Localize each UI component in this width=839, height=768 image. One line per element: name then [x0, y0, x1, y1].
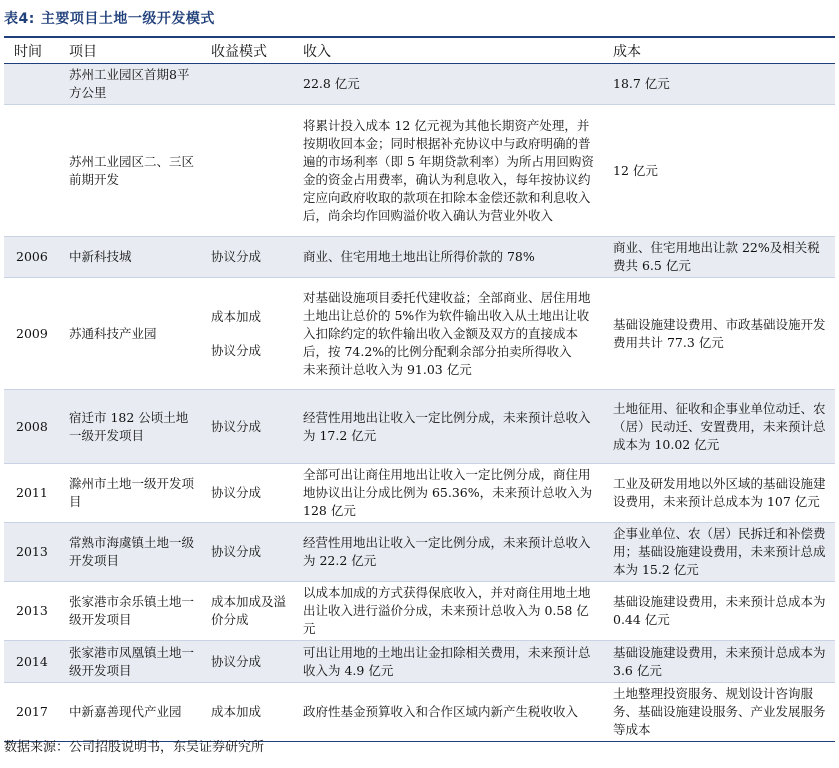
source-note: 数据来源：公司招股说明书，东吴证券研究所: [4, 740, 265, 755]
cell-income: 全部可出让商住用地出让收入一定比例分成，商住用地协议出让分成比例为 65.36%，未来预计总收入为 128 亿元: [293, 464, 603, 523]
mode-part: 协议分成: [211, 342, 262, 358]
cell-mode: [201, 278, 293, 390]
cell-year: [4, 64, 59, 105]
cell-cost: 土地征用、征收和企事业单位动迁、农（居）民动迁、安置费用，未来预计总成本为 10.02 亿元: [603, 390, 835, 464]
table-row: [4, 278, 835, 390]
header-mode: 收益模式: [201, 37, 293, 64]
table-row: [4, 105, 835, 237]
cell-year: [4, 105, 59, 237]
table-row: [4, 523, 835, 582]
table-row: [4, 464, 835, 523]
cell-project: 中新科技城: [59, 237, 201, 278]
cell-cost: 基础设施建设费用、市政基础设施开发费用共计 77.3 亿元: [603, 278, 835, 390]
cell-mode: 协议分成: [201, 523, 293, 582]
cell-income: 以成本加成的方式获得保底收入，并对商住用地土地出让收入进行溢价分成，未来预计总收入为 0.58 亿元: [293, 582, 603, 641]
cell-project: 苏州工业园区二、三区前期开发: [59, 105, 201, 237]
table-row: [4, 683, 835, 742]
cell-mode: [201, 64, 293, 105]
cell-mode: 协议分成: [201, 464, 293, 523]
cell-income: [293, 278, 603, 390]
cell-income: 可出让用地的土地出让金扣除相关费用，未来预计总收入为 4.9 亿元: [293, 641, 603, 683]
cell-year: 2011: [4, 464, 59, 523]
table-row: [4, 582, 835, 641]
cell-project: 苏州工业园区首期8平方公里: [59, 64, 201, 105]
cell-project: 张家港市余乐镇土地一级开发项目: [59, 582, 201, 641]
cell-year: 2014: [4, 641, 59, 683]
cell-cost: 商业、住宅用地出让款 22%及相关税费共 6.5 亿元: [603, 237, 835, 278]
income-extra: 未来预计总收入为 91.03 亿元: [303, 361, 472, 377]
cell-cost: 工业及研发用地以外区域的基础设施建设费用，未来预计总成本为 107 亿元: [603, 464, 835, 523]
table-row: [4, 390, 835, 464]
header-year: 时间: [4, 37, 59, 64]
table-header-row: [4, 37, 835, 64]
header-cost: 成本: [603, 37, 835, 64]
cell-income: 经营性用地出让收入一定比例分成，未来预计总收入为 22.2 亿元: [293, 523, 603, 582]
cell-income: 商业、住宅用地土地出让所得价款的 78%: [293, 237, 603, 278]
cell-cost: 基础设施建设费用，未来预计总成本为 3.6 亿元: [603, 641, 835, 683]
cell-project: 滁州市土地一级开发项目: [59, 464, 201, 523]
cell-cost: 18.7 亿元: [603, 64, 835, 105]
cell-project: 苏通科技产业园: [59, 278, 201, 390]
cell-mode: 协议分成: [201, 390, 293, 464]
cell-mode: 协议分成: [201, 641, 293, 683]
table-number: 表4:: [4, 11, 35, 27]
projects-table: [4, 36, 835, 742]
cell-mode: 协议分成: [201, 237, 293, 278]
cell-cost: 土地整理投资服务、规划设计咨询服务、基础设施建设服务、产业发展服务等成本: [603, 683, 835, 742]
cell-income: 政府性基金预算收入和合作区域内新产生税收收入: [293, 683, 603, 742]
cell-year: 2013: [4, 582, 59, 641]
table-row: [4, 237, 835, 278]
cell-project: 中新嘉善现代产业园: [59, 683, 201, 742]
cell-income: 经营性用地出让收入一定比例分成，未来预计总收入为 17.2 亿元: [293, 390, 603, 464]
cell-year: 2017: [4, 683, 59, 742]
income-text: 对基础设施项目委托代建收益；全部商业、居住用地土地出让总价的 5%作为软件输出收入从土地出让收入扣除约定的软件输出收入金额及双方的直接成本后，按 74.2%的比例分配剩余部分拍卖所得收入: [303, 289, 591, 359]
cell-income: 将累计投入成本 12 亿元视为其他长期资产处理，并按期收回本金；同时根据补充协议中与政府明确的普遍的市场利率（即 5 年期贷款利率）为所占用回购资金的资金占用费率，确认为利息收入，每年按协议约定应向政府收取的款项在扣除本金偿还款和利息收入后，尚余均作回购溢价收入确认为营业外收入: [293, 105, 603, 237]
table-row: [4, 64, 835, 105]
cell-cost: 12 亿元: [603, 105, 835, 237]
cell-year: 2013: [4, 523, 59, 582]
header-project: 项目: [59, 37, 201, 64]
cell-year: 2008: [4, 390, 59, 464]
cell-income: 22.8 亿元: [293, 64, 603, 105]
header-income: 收入: [293, 37, 603, 64]
cell-cost: 企事业单位、农（居）民拆迁和补偿费用；基础设施建设费用，未来预计总成本为 15.2 亿元: [603, 523, 835, 582]
cell-cost: 基础设施建设费用，未来预计总成本为 0.44 亿元: [603, 582, 835, 641]
cell-mode: [201, 105, 293, 237]
mode-part: 成本加成: [211, 308, 262, 324]
cell-project: 宿迁市 182 公顷土地一级开发项目: [59, 390, 201, 464]
cell-mode: 成本加成: [201, 683, 293, 742]
cell-year: 2009: [4, 278, 59, 390]
table-title: [4, 8, 215, 28]
cell-project: 张家港市凤凰镇土地一级开发项目: [59, 641, 201, 683]
cell-mode: 成本加成及溢价分成: [201, 582, 293, 641]
cell-project: 常熟市海虞镇土地一级开发项目: [59, 523, 201, 582]
cell-year: 2006: [4, 237, 59, 278]
table-title-text: 主要项目土地一级开发模式: [40, 11, 215, 27]
table-row: [4, 641, 835, 683]
